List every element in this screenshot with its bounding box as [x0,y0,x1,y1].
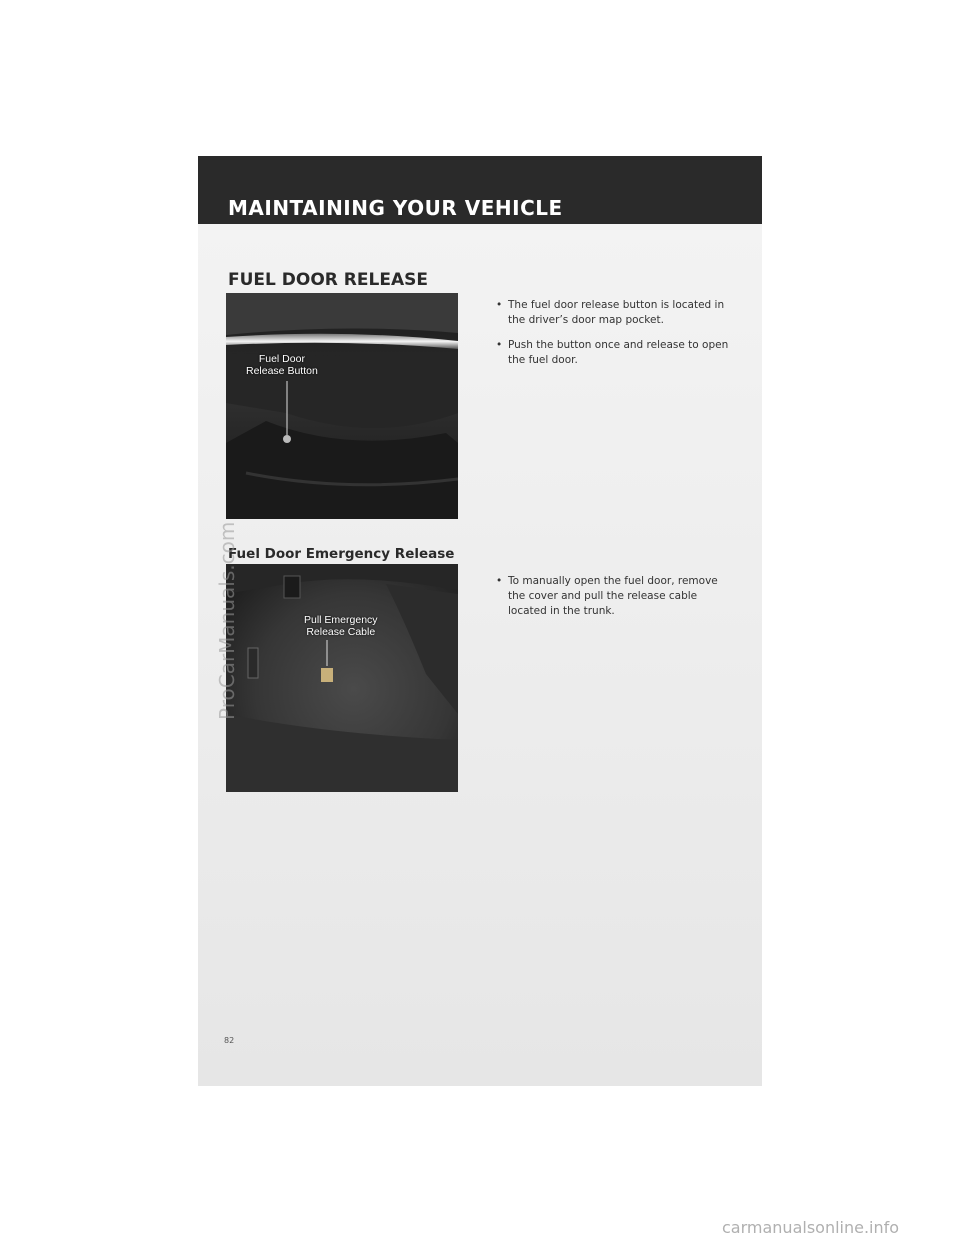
bullet-item: • The fuel door release button is located in the driver’s door map pocket. [496,299,725,326]
section-title: FUEL DOOR RELEASE [228,270,428,290]
watermark-side: ProCarManuals.com [215,521,239,720]
bullet-text: To manually open the fuel door, remove the cover and pull the release cable located in the trunk. [508,575,718,617]
subsection-bullets [488,574,738,629]
bullet-item: • Push the button once and release to open the fuel door. [496,339,729,366]
callout-line: Release Cable [306,626,376,638]
callout-line: Fuel Door [258,353,305,365]
bullet-item: • To manually open the fuel door, remove the cover and pull the release cable located in the trunk. [496,575,718,617]
callout-line: Pull Emergency [304,614,378,626]
callout-leader-line [226,293,458,519]
page-number: 82 [224,1036,235,1045]
emergency-release-photo [226,564,458,792]
subsection-title: Fuel Door Emergency Release [228,546,455,562]
header-bar [198,156,762,224]
manual-page [198,156,762,1086]
page-title: MAINTAINING YOUR VEHICLE [228,196,563,220]
section-bullets [488,298,738,378]
watermark-bottom: carmanualsonline.info [722,1218,900,1237]
callout-leader-line [226,564,458,792]
bullet-text: Push the button once and release to open the fuel door. [508,339,729,366]
fuel-door-button-photo [226,293,458,519]
bullet-text: The fuel door release button is located in the driver’s door map pocket. [508,299,725,326]
callout-line: Release Button [246,365,318,377]
